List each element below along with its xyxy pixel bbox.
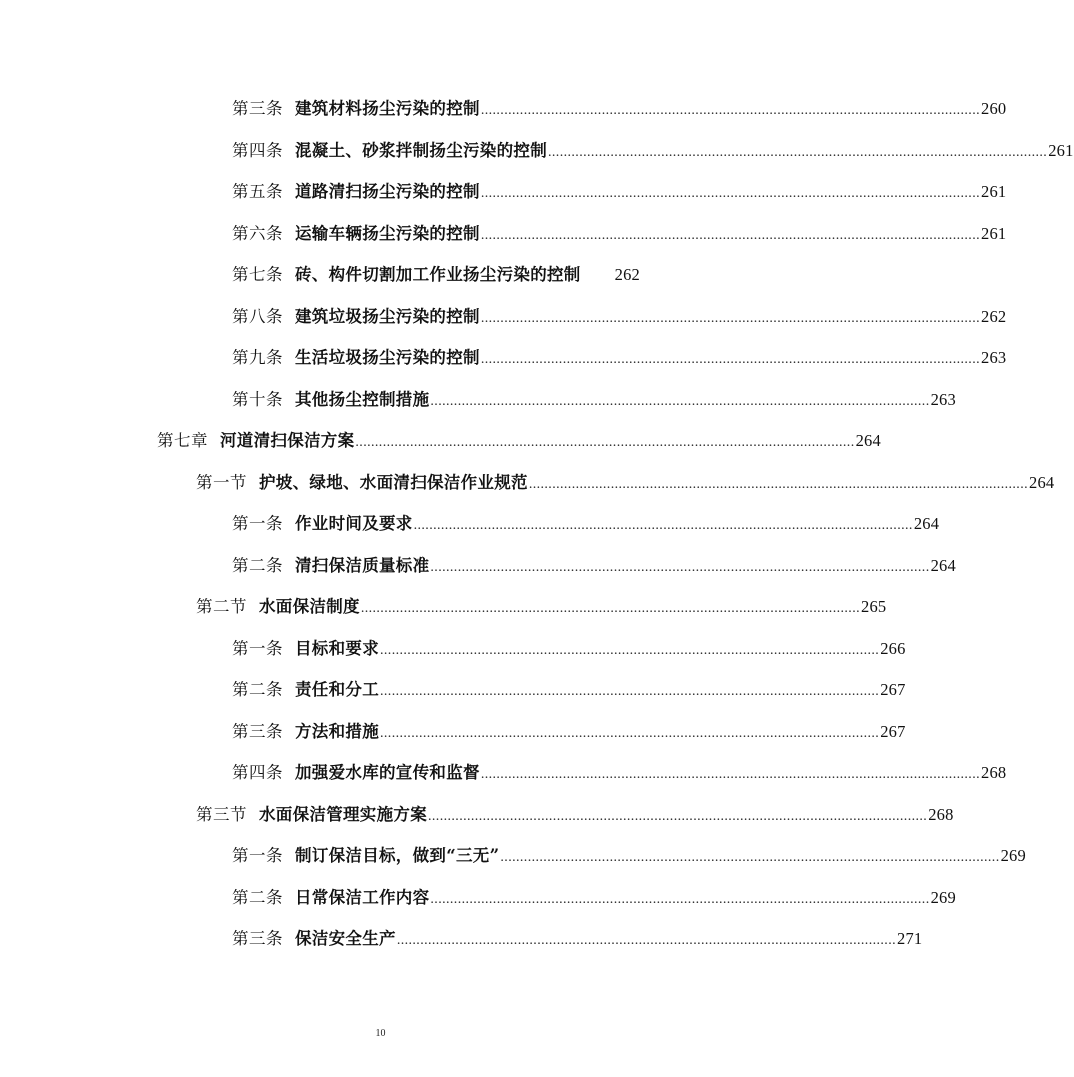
- toc-dot-leader: ................................................................................................................................: [480, 311, 981, 326]
- toc-entry[interactable]: [232, 178, 1007, 206]
- toc-entry-title: 方法和措施: [295, 722, 379, 741]
- toc-entry-page: 262: [614, 265, 640, 284]
- toc-entry-title: 清扫保洁质量标准: [295, 556, 430, 575]
- toc-entry[interactable]: [232, 137, 1074, 165]
- toc-entry-page: 263: [930, 390, 956, 409]
- page-number: 10: [375, 1028, 386, 1039]
- toc-dot-leader: ................................................................................................................................: [380, 643, 880, 658]
- toc-entry-title: 制订保洁目标，做到“三无”: [295, 846, 500, 865]
- toc-entry-number: 第一条: [232, 639, 283, 658]
- toc-entry-title: 责任和分工: [295, 680, 379, 699]
- toc-entry-page: 268: [928, 805, 954, 824]
- toc-entry-page: 264: [913, 514, 940, 533]
- toc-entry[interactable]: [232, 925, 923, 953]
- toc-entry-title: 护坡、绿地、水面清扫保洁作业规范: [259, 473, 528, 492]
- toc-entry-title: 运输车辆扬尘污染的控制: [295, 224, 480, 243]
- toc-entry[interactable]: [232, 842, 1026, 870]
- toc-entry-number: 第一条: [232, 514, 283, 533]
- toc-dot-leader: ................................................................................................................................: [428, 809, 928, 824]
- toc-entry[interactable]: [232, 261, 640, 289]
- toc-entry-title: 水面保洁制度: [259, 597, 360, 616]
- toc-entry-section[interactable]: [196, 469, 1055, 497]
- toc-dot-leader: ................................................................................................................................: [480, 186, 981, 201]
- toc-entry-page: 269: [1000, 846, 1026, 865]
- toc-entry-number: 第九条: [232, 348, 283, 367]
- toc-dot-leader: ................................................................................................................................: [396, 933, 897, 948]
- toc-entry-title: 混凝土、砂浆拌制扬尘污染的控制: [295, 141, 547, 160]
- toc-entry-number: 第五条: [232, 182, 283, 201]
- toc-entry-number: 第三条: [232, 722, 283, 741]
- toc-entry-page: 269: [930, 888, 956, 907]
- toc-entry-number: 第七章: [157, 431, 208, 450]
- toc-entry-number: 第一条: [232, 846, 283, 865]
- toc-dot-leader: ................................................................................................................................: [355, 435, 855, 450]
- toc-entry-title: 道路清扫扬尘污染的控制: [295, 182, 480, 201]
- toc-entry-number: 第六条: [232, 224, 283, 243]
- toc-dot-leader: ................................................................................................................................: [480, 228, 981, 243]
- toc-entry-page: 261: [981, 182, 1007, 201]
- toc-entry-chapter[interactable]: [157, 427, 881, 455]
- toc-entry[interactable]: [232, 510, 940, 538]
- toc-entry-page: 264: [930, 556, 956, 575]
- toc-entry-title: 建筑材料扬尘污染的控制: [295, 99, 480, 118]
- toc-entry-page: 266: [880, 639, 906, 658]
- toc-entry-title: 生活垃圾扬尘污染的控制: [295, 348, 480, 367]
- toc-entry-page: 267: [880, 680, 906, 699]
- toc-dot-leader: ................................................................................................................................: [380, 684, 880, 699]
- toc-entry-title: 河道清扫保洁方案: [220, 431, 355, 450]
- toc-dot-leader: ................................................................................................................................: [548, 145, 1048, 160]
- toc-entry[interactable]: [232, 676, 906, 704]
- toc-dot-leader: ................................................................................................................................: [480, 767, 981, 782]
- toc-entry-title: 作业时间及要求: [295, 514, 413, 533]
- toc-entry-page: 262: [981, 307, 1007, 326]
- toc-entry[interactable]: [232, 303, 1007, 331]
- toc-entry[interactable]: [232, 552, 956, 580]
- toc-entry[interactable]: [232, 386, 956, 414]
- toc-entry-title: 砖、构件切割加工作业扬尘污染的控制: [295, 265, 581, 284]
- toc-entry[interactable]: [232, 884, 956, 912]
- toc-entry-title: 日常保洁工作内容: [295, 888, 430, 907]
- toc-dot-leader: ................................................................................................................................: [480, 352, 981, 367]
- toc-entry-number: 第八条: [232, 307, 283, 326]
- toc-entry-number: 第三节: [196, 805, 247, 824]
- toc-entry[interactable]: [232, 344, 1007, 372]
- toc-dot-leader: ................................................................................................................................: [480, 103, 981, 118]
- toc-entry-title: 保洁安全生产: [295, 929, 396, 948]
- toc-entry-number: 第四条: [232, 141, 283, 160]
- toc-entry-number: 第七条: [232, 265, 283, 284]
- toc-dot-leader: ................................................................................................................................: [360, 601, 861, 616]
- toc-entry-page: 265: [861, 597, 887, 616]
- toc-entry-number: 第二条: [232, 556, 283, 575]
- toc-dot-leader: ................................................................................................................................: [380, 726, 880, 741]
- toc-entry-title: 目标和要求: [295, 639, 379, 658]
- toc-entry-number: 第二条: [232, 680, 283, 699]
- toc-entry-title: 水面保洁管理实施方案: [259, 805, 427, 824]
- toc-entry-title: 其他扬尘控制措施: [295, 390, 430, 409]
- toc-dot-leader: ................................................................................................................................: [430, 560, 930, 575]
- toc-entry[interactable]: [232, 759, 1007, 787]
- toc-entry-number: 第二节: [196, 597, 247, 616]
- toc-entry-number: 第二条: [232, 888, 283, 907]
- toc-entry-page: 260: [981, 99, 1007, 118]
- toc-entry-page: 267: [880, 722, 906, 741]
- toc-dot-leader: ................................................................................................................................: [413, 518, 913, 533]
- toc-dot-leader: ................................................................................................................................: [430, 394, 930, 409]
- toc-entry[interactable]: [232, 718, 906, 746]
- toc-entry[interactable]: [232, 95, 1007, 123]
- toc-entry-number: 第三条: [232, 929, 283, 948]
- toc-entry-number: 第一节: [196, 473, 247, 492]
- toc-entry[interactable]: [232, 220, 1007, 248]
- toc-entry-title: 加强爱水库的宣传和监督: [295, 763, 480, 782]
- toc-entry-page: 264: [1029, 473, 1055, 492]
- toc-dot-leader: ................................................................................................................................: [430, 892, 930, 907]
- toc-entry-page: 271: [897, 929, 923, 948]
- toc-dot-leader: ................................................................................................................................: [500, 850, 1000, 865]
- toc-dot-leader: ................................................................................................................................: [528, 477, 1029, 492]
- toc-entry-section[interactable]: [196, 593, 887, 621]
- toc-entry-number: 第四条: [232, 763, 283, 782]
- toc-entry-page: 261: [1048, 141, 1074, 160]
- toc-entry[interactable]: [232, 635, 906, 663]
- toc-entry-page: 263: [981, 348, 1007, 367]
- toc-entry-number: 第三条: [232, 99, 283, 118]
- toc-entry-page: 261: [981, 224, 1007, 243]
- toc-entry-page: 268: [981, 763, 1007, 782]
- toc-entry-section[interactable]: [196, 801, 954, 829]
- toc-entry-number: 第十条: [232, 390, 283, 409]
- toc-entry-page: 264: [855, 431, 881, 450]
- toc-entry-title: 建筑垃圾扬尘污染的控制: [295, 307, 480, 326]
